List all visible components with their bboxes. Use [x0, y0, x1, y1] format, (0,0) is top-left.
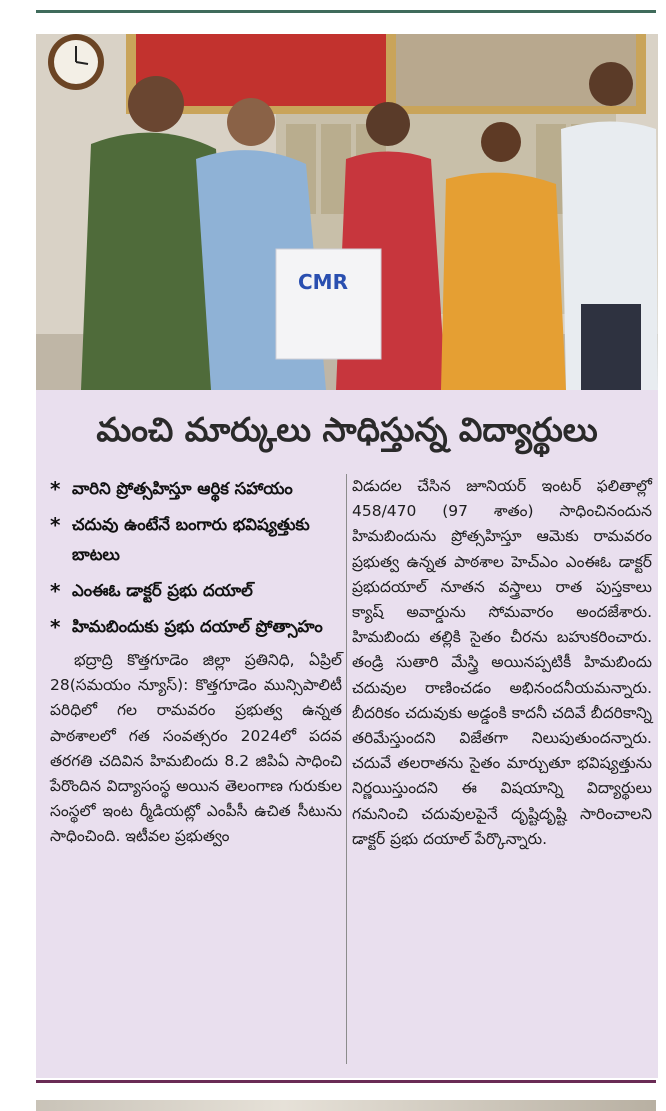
- bullet-item: [50, 474, 342, 504]
- left-column: [50, 474, 342, 850]
- asterisk-icon: *: [50, 579, 61, 603]
- article-photo: [36, 34, 658, 390]
- asterisk-icon: *: [50, 615, 61, 639]
- top-rule: [36, 10, 656, 13]
- next-article-strip: [36, 1100, 656, 1111]
- bullet-item: [50, 576, 342, 606]
- bullet-text: హిమబిందుకు ప్రభు దయాల్ ప్రోత్సాహం: [72, 617, 323, 636]
- bullet-text: ఎంఈఓ డాక్టర్ ప్రభు దయాల్: [72, 581, 253, 600]
- bottom-rule: [36, 1080, 656, 1083]
- headline: మంచి మార్కులు సాధిస్తున్న విద్యార్థులు: [96, 410, 598, 449]
- column-divider: [346, 474, 347, 1064]
- bullet-item: [50, 612, 342, 642]
- body-text-left: భద్రాద్రి కొత్తగూడెం జిల్లా ప్రతినిధి, ఏప్రిల్ 28(సమయం న్యూస్): కొత్తగూడెం మున్సిపాలిటీ పరిధిలో గల రామవరం ప్రభుత్వ ఉన్నత పాఠశాలలో గత సంవత్సరం 2024లో పదవ తరగతి చదివిన హిమబిందు 8.2 జిపిఏ సాధించి పేరొందిన విద్యాసంస్థ అయిన తెలంగాణ గురుకుల సంస్థలో ఇంట ర్మీడియట్లో ఎంపీసీ ఉచిత సీటును సాధించింది. ఇటీవల ప్రభుత్వం: [50, 651, 342, 846]
- body-text-right: విడుదల చేసిన జూనియర్ ఇంటర్ ఫలితాల్లో 458/470 (97 శాతం) సాధించినందున హిమబిందును ప్రోత్సహిస్తూ ఆమెకు రామవరం ప్రభుత్వ ఉన్నత పాఠశాల హెచ్ఎం ఎంఈఓ డాక్టర్ ప్రభుదయాల్ నూతన వస్త్రాలు రాత పుస్తకాలు క్యాష్ అవార్డును సోమవారం అందజేశారు. హిమబిందు తల్లికి సైతం చీరను బహుకరించారు. తండ్రి సుతారి మేస్త్రి అయినప్పటికీ హిమబిందు చదువుల రాణించడం అభినందనీయమన్నారు. బీదరికం చదువుకు అడ్డంకి కాదనీ చదివే బీదరికాన్ని తరిమేస్తుందని విజేతగా నిలుపుతుందన్నారు. చదువే తలరాతను సైతం మార్చుతూ భవిష్యత్తును నిర్ణయిస్తుందని ఈ విషయాన్ని విద్యార్థులు గమనించి చదువులపైనే దృష్టిదృష్టి సారించాలని డాక్టర్ ప్రభు దయాల్ పేర్కొన్నారు.: [352, 477, 652, 848]
- asterisk-icon: *: [50, 477, 61, 501]
- bullet-item: [50, 510, 342, 570]
- bullet-text: చదువు ఉంటేనే బంగారు భవిష్యత్తుకు బాటలు: [72, 515, 310, 564]
- asterisk-icon: *: [50, 513, 61, 537]
- bag-logo-text: CMR: [298, 270, 348, 294]
- article-card: [36, 34, 658, 1078]
- bullet-text: వారిని ప్రోత్సహిస్తూ ఆర్థిక సహాయం: [72, 479, 293, 498]
- right-column: [352, 474, 652, 852]
